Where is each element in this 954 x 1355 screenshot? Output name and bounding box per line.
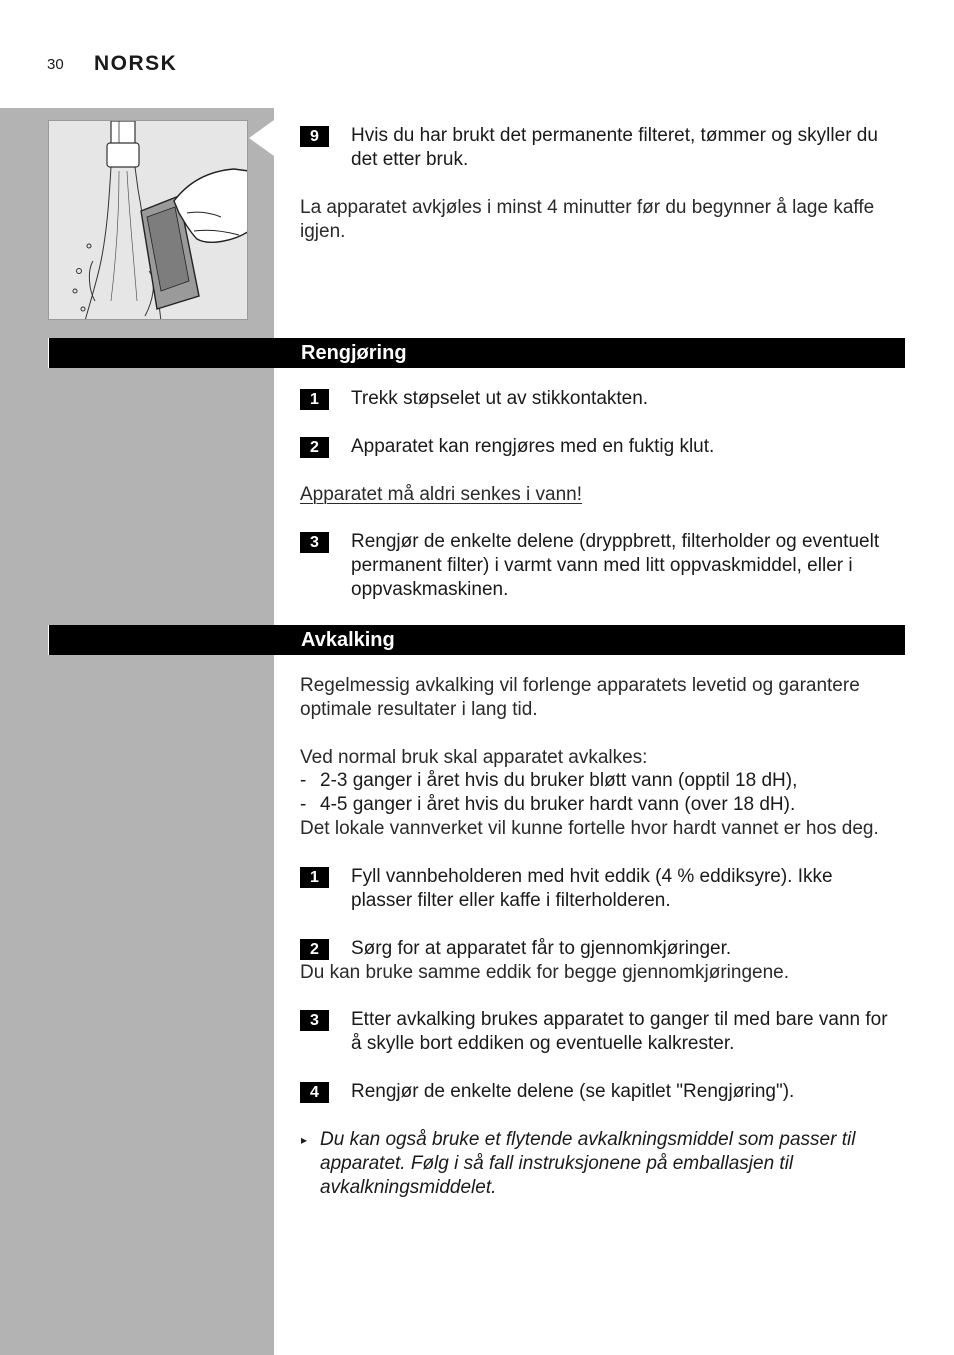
section-title: Avkalking xyxy=(301,629,395,651)
step-text: Fyll vannbeholderen med hvit eddik (4 % eddiksyre). Ikke plasser filter eller kaffe i filterholderen. xyxy=(351,866,833,911)
descaling-local-info: Det lokale vannverket vil kunne fortelle hvor hardt vannet er hos deg. xyxy=(300,818,879,839)
bullet-soft-water: 2-3 ganger i året hvis du bruker bløtt vann (opptil 18 dH), xyxy=(320,770,798,791)
step-text: Hvis du har brukt det permanente filteret, tømmer og skyller du det etter bruk. xyxy=(351,125,878,170)
step-text: Apparatet kan rengjøres med en fuktig klut. xyxy=(351,436,715,457)
bullet-marker: - xyxy=(300,794,307,815)
bullet-marker: - xyxy=(300,770,307,791)
descaling-intro: Regelmessig avkalking vil forlenge apparatets levetid og garantere optimale resultater i lang tid. xyxy=(300,675,860,720)
section-title: Rengjøring xyxy=(301,342,407,364)
step-text: Etter avkalking brukes apparatet to ganger til med bare vann for å skylle bort eddiken og eventuelle kalkrester. xyxy=(351,1009,888,1054)
step-number: 2 xyxy=(300,437,329,458)
language-heading: NORSK xyxy=(94,52,178,75)
step-number: 3 xyxy=(300,532,329,553)
step-text: Rengjør de enkelte delene (se kapitlet "Rengjøring"). xyxy=(351,1081,795,1102)
step-text: Trekk støpselet ut av stikkontakten. xyxy=(351,388,649,409)
section-cleaning-heading xyxy=(48,338,905,368)
tap-rinsing-filter-icon xyxy=(48,120,248,320)
step-number: 9 xyxy=(300,126,329,147)
descaling-step-2-note: Du kan bruke samme eddik for begge gjennomkjøringene. xyxy=(300,962,789,983)
descaling-normal-use: Ved normal bruk skal apparatet avkalkes: xyxy=(300,747,648,768)
bullet-hard-water: 4-5 ganger i året hvis du bruker hardt vann (over 18 dH). xyxy=(320,794,796,815)
page-number: 30 xyxy=(47,56,64,73)
step-number: 3 xyxy=(300,1010,329,1031)
step-text: Rengjør de enkelte delene (dryppbrett, filterholder og eventuelt permanent filter) i varmt vann med litt oppvaskmiddel, eller i oppvaskmaskinen. xyxy=(351,531,880,600)
step-text: Sørg for at apparatet får to gjennomkjøringer. xyxy=(351,938,732,959)
section-descaling-heading xyxy=(48,625,905,655)
warning-text: Apparatet må aldri senkes i vann! xyxy=(300,484,582,505)
cooling-note: La apparatet avkjøles i minst 4 minutter før du begynner å lage kaffe igjen. xyxy=(300,197,875,242)
figure-pointer xyxy=(249,120,274,156)
tip-arrow-icon: ▸ xyxy=(301,1133,308,1147)
cleaning-warning xyxy=(300,483,900,507)
step-number: 4 xyxy=(300,1082,329,1103)
step-number: 1 xyxy=(300,867,329,888)
step-number: 1 xyxy=(300,389,329,410)
descaling-tip: Du kan også bruke et flytende avkalkningsmiddel som passer til apparatet. Følg i så fall instruksjonene på emballasjen til avkalkningsmiddelet. xyxy=(320,1129,856,1198)
step-number: 2 xyxy=(300,939,329,960)
